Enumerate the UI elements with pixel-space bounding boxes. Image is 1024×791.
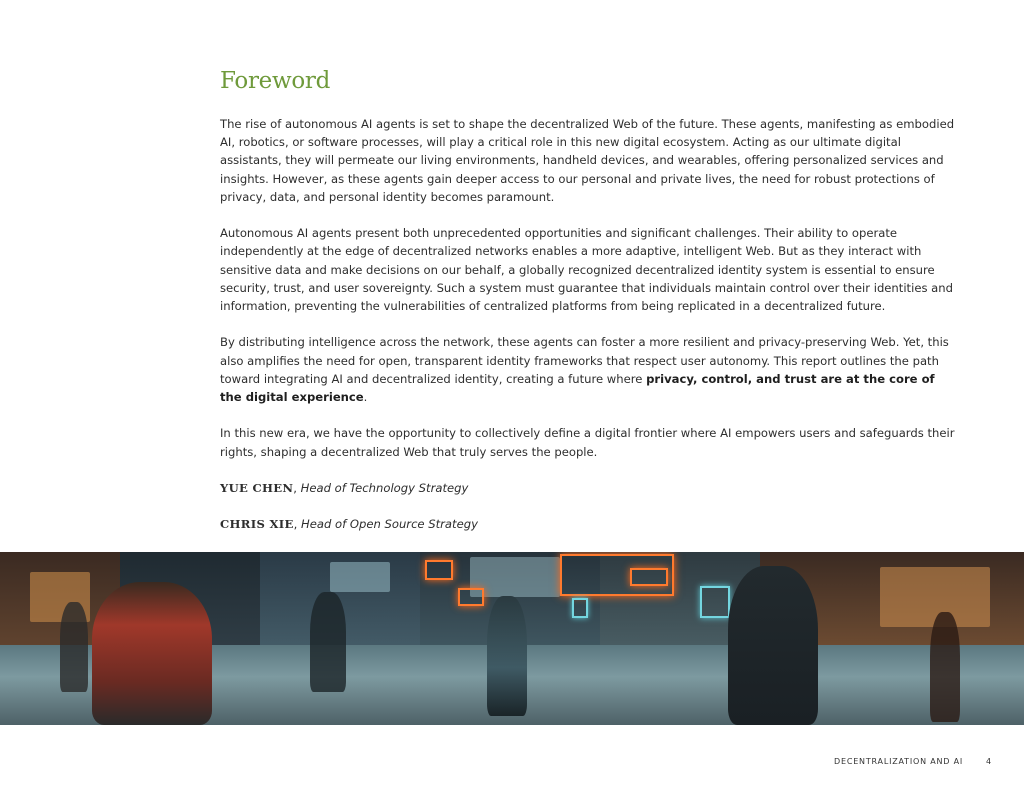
signatory-role: Head of Open Source Strategy bbox=[300, 517, 478, 532]
city-street-banner-image bbox=[0, 552, 1024, 725]
page-number: 4 bbox=[986, 757, 992, 766]
paragraph-text: By distributing intelligence across the network, these agents can foster a more resilient and privacy-preserving Web. Yet, this also amplifies the need for open, transparent identity frameworks that respect user autonomy. This report outlines the path toward integrating AI and decentralized identity, creating a future where bbox=[220, 335, 949, 386]
signature-line: YUE CHEN, Head of Technology Strategy bbox=[220, 481, 469, 495]
signatory-role: Head of Technology Strategy bbox=[300, 481, 469, 495]
signatory-name: YUE CHEN bbox=[220, 481, 294, 495]
signature-line: CHRIS XIE, Head of Open Source Strategy bbox=[220, 517, 478, 532]
paragraph: In this new era, we have the opportunity to collectively define a digital frontier where AI empowers users and safeguards their rights, shaping a decentralized Web that truly serves the people. bbox=[220, 426, 955, 459]
footer-document-title: DECENTRALIZATION AND AI bbox=[834, 757, 964, 766]
paragraph-text: . bbox=[363, 390, 368, 405]
paragraph: Autonomous AI agents present both unprecedented opportunities and significant challenges. Their ability to operate independently at the edge of decentralized networks enables a more adaptive, intelligent Web. But as they interact with sensitive data and make decisions on our behalf, a globally recognized decentralized identity system is essential to ensure security, trust, and user sovereignty. Such a system must guarantee that individuals maintain control over their identities and information, preventing the vulnerabilities of centralized platforms from being replicated in a decentralized future. bbox=[220, 226, 953, 314]
paragraph bbox=[220, 333, 960, 406]
page-title: Foreword bbox=[220, 68, 331, 94]
signatory-name: CHRIS XIE bbox=[220, 517, 294, 532]
foreword-body bbox=[220, 115, 960, 588]
paragraph: The rise of autonomous AI agents is set to shape the decentralized Web of the future. These agents, manifesting as embodied AI, robotics, or software processes, will play a critical role in this new digital ecosystem. Acting as our ultimate digital assistants, they will permeate our living environments, handheld devices, and wearables, offering personalized services and insights. However, as these agents gain deeper access to our personal and private lives, the need for robust protections of privacy, data, and personal identity becomes paramount. bbox=[220, 117, 955, 204]
emphasis-text: privacy, control, and trust are at the core of the digital experience bbox=[220, 371, 935, 405]
